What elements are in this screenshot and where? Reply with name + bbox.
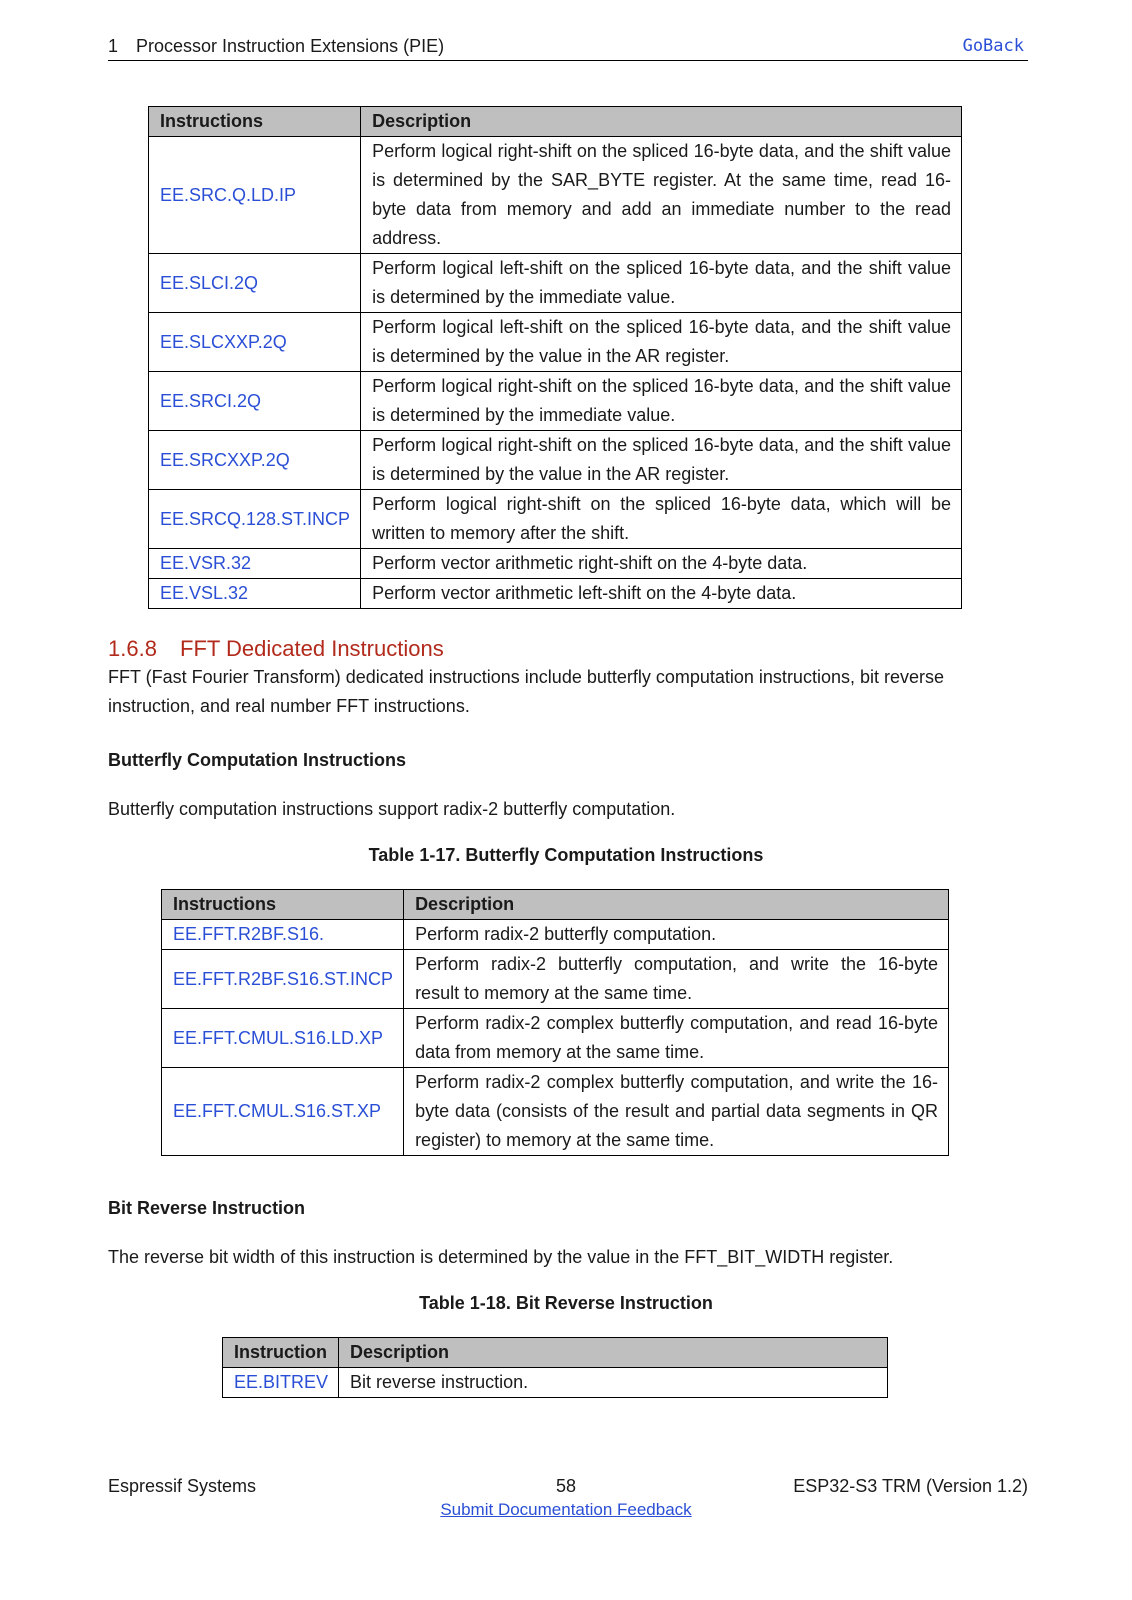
table-row [149, 254, 962, 313]
section-heading [108, 636, 444, 662]
footer-doc-title: ESP32-S3 TRM (Version 1.2) [793, 1476, 1028, 1496]
table-row [223, 1368, 888, 1398]
submit-feedback-link[interactable]: Submit Documentation Feedback [440, 1500, 692, 1519]
table-header-row [149, 107, 962, 137]
section-number: 1.6.8 [108, 636, 157, 661]
header-section-number: 1 [108, 36, 119, 56]
table-row [149, 372, 962, 431]
shift-instructions-table [148, 106, 962, 609]
instruction-description: Perform logical left-shift on the spliced 16-byte data, and the shift value is determined by the value in the AR register. [361, 313, 962, 372]
column-header-instructions: Instructions [162, 890, 404, 920]
instruction-description: Perform radix-2 complex butterfly computation, and write the 16-byte data (consists of the result and partial data segments in QR register) to memory at the same time. [404, 1068, 949, 1156]
instruction-description: Perform vector arithmetic right-shift on the 4-byte data. [361, 549, 962, 579]
instruction-link[interactable]: EE.SLCXXP.2Q [149, 313, 361, 372]
running-header [108, 36, 1028, 61]
instruction-description: Perform logical right-shift on the spliced 16-byte data, and the shift value is determined by the value in the AR register. [361, 431, 962, 490]
instruction-link[interactable]: EE.FFT.CMUL.S16.LD.XP [162, 1009, 404, 1068]
instruction-link[interactable]: EE.FFT.CMUL.S16.ST.XP [162, 1068, 404, 1156]
footer-page-number: 58 [555, 1476, 577, 1496]
instruction-link[interactable]: EE.BITREV [223, 1368, 339, 1398]
header-section-title: Processor Instruction Extensions (PIE) [136, 36, 445, 56]
instruction-link[interactable]: EE.SRCI.2Q [149, 372, 361, 431]
column-header-description: Description [361, 107, 962, 137]
table-row [162, 1068, 949, 1156]
footer-company: Espressif Systems [108, 1476, 257, 1496]
column-header-description: Description [404, 890, 949, 920]
instruction-description: Perform logical right-shift on the spliced 16-byte data, and the shift value is determined by the immediate value. [361, 372, 962, 431]
instruction-link[interactable]: EE.SRC.Q.LD.IP [149, 137, 361, 254]
table-header-row [223, 1338, 888, 1368]
instruction-description: Perform radix-2 butterfly computation, and write the 16-byte result to memory at the same time. [404, 950, 949, 1009]
instruction-description: Perform radix-2 complex butterfly computation, and read 16-byte data from memory at the same time. [404, 1009, 949, 1068]
table-row [162, 950, 949, 1009]
table-row [149, 431, 962, 490]
instruction-link[interactable]: EE.SLCI.2Q [149, 254, 361, 313]
bitrev-heading: Bit Reverse Instruction [108, 1198, 306, 1218]
table-row [149, 549, 962, 579]
table-row [149, 579, 962, 609]
instruction-description: Perform logical right-shift on the spliced 16-byte data, which will be written to memory after the shift. [361, 490, 962, 549]
instruction-link[interactable]: EE.FFT.R2BF.S16. [162, 920, 404, 950]
section-intro-paragraph: FFT (Fast Fourier Transform) dedicated instructions include butterfly computation instructions, bit reverse instruction, and real number FFT instructions. [108, 667, 944, 716]
column-header-description: Description [339, 1338, 888, 1368]
goback-link[interactable]: GoBack [962, 36, 1024, 56]
butterfly-paragraph: Butterfly computation instructions support radix-2 butterfly computation. [108, 799, 676, 819]
table-header-row [162, 890, 949, 920]
instruction-description: Perform logical left-shift on the spliced 16-byte data, and the shift value is determined by the immediate value. [361, 254, 962, 313]
column-header-instruction: Instruction [223, 1338, 339, 1368]
instruction-description: Perform vector arithmetic left-shift on the 4-byte data. [361, 579, 962, 609]
instruction-link[interactable]: EE.VSR.32 [149, 549, 361, 579]
instruction-description: Perform logical right-shift on the spliced 16-byte data, and the shift value is determined by the SAR_BYTE register. At the same time, read 16-byte data from memory and add an immediate number to the read address. [361, 137, 962, 254]
butterfly-table-caption: Table 1-17. Butterfly Computation Instructions [368, 845, 764, 865]
butterfly-instructions-table [161, 889, 949, 1156]
butterfly-heading: Butterfly Computation Instructions [108, 750, 406, 770]
table-row [149, 490, 962, 549]
instruction-description: Perform radix-2 butterfly computation. [404, 920, 949, 950]
instruction-description: Bit reverse instruction. [339, 1368, 888, 1398]
instruction-link[interactable]: EE.FFT.R2BF.S16.ST.INCP [162, 950, 404, 1009]
section-title: FFT Dedicated Instructions [180, 636, 444, 661]
table-row [149, 137, 962, 254]
instruction-link[interactable]: EE.SRCQ.128.ST.INCP [149, 490, 361, 549]
bitrev-paragraph: The reverse bit width of this instruction is determined by the value in the FFT_BIT_WIDTH register. [108, 1247, 894, 1267]
bitrev-instruction-table [222, 1337, 888, 1398]
table-row [162, 1009, 949, 1068]
instruction-link[interactable]: EE.SRCXXP.2Q [149, 431, 361, 490]
bitrev-table-caption: Table 1-18. Bit Reverse Instruction [419, 1293, 713, 1313]
instruction-link[interactable]: EE.VSL.32 [149, 579, 361, 609]
table-row [162, 920, 949, 950]
table-row [149, 313, 962, 372]
column-header-instructions: Instructions [149, 107, 361, 137]
